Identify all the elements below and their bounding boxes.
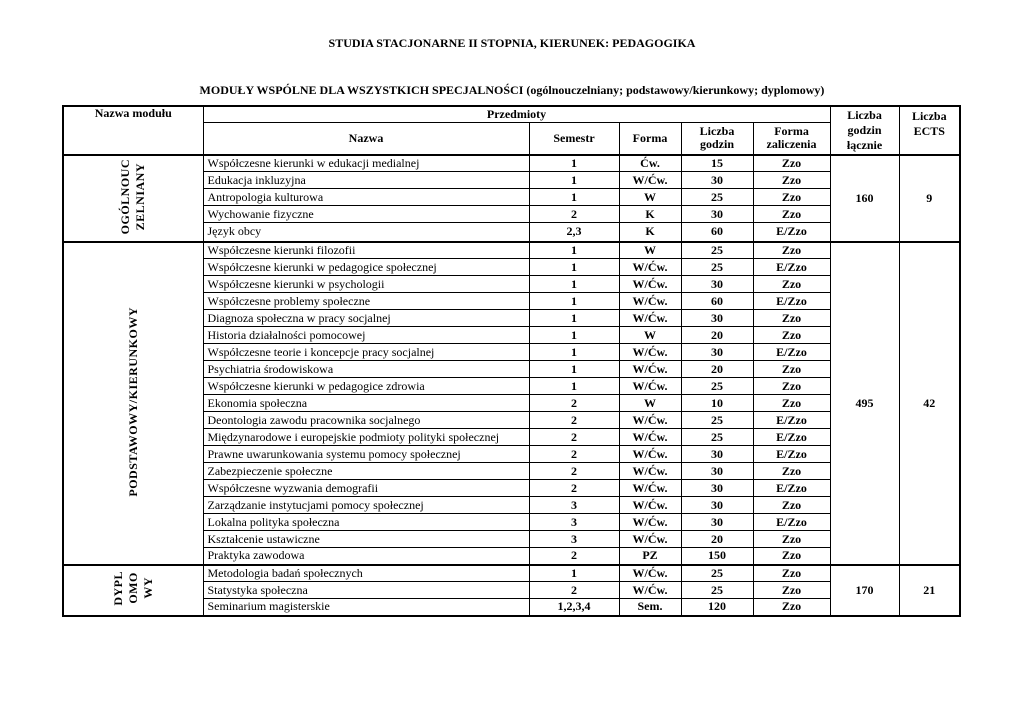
subject-name: Statystyka społeczna [203,582,529,599]
subject-credit-form: E/Zzo [753,344,830,361]
subject-form: W [619,395,681,412]
table-row [63,242,960,259]
subject-credit-form: Zzo [753,206,830,223]
module-total-hours: 495 [830,242,899,565]
subject-hours: 15 [681,155,753,172]
subject-semester: 1 [529,327,619,344]
subject-name: Prawne uwarunkowania systemu pomocy społecznej [203,446,529,463]
subject-semester: 2 [529,446,619,463]
table-row [63,155,960,172]
subject-name: Kształcenie ustawiczne [203,531,529,548]
subject-form: W/Ćw. [619,531,681,548]
subject-name: Współczesne kierunki w psychologii [203,276,529,293]
subject-credit-form: E/Zzo [753,259,830,276]
subject-form: Ćw. [619,155,681,172]
subject-name: Współczesne kierunki w pedagogice społecznej [203,259,529,276]
subject-credit-form: E/Zzo [753,446,830,463]
subject-form: W/Ćw. [619,293,681,310]
subject-credit-form: E/Zzo [753,429,830,446]
subject-form: W/Ćw. [619,259,681,276]
subject-hours: 30 [681,514,753,531]
subject-semester: 1 [529,344,619,361]
header-name: Nazwa [203,123,529,155]
subject-form: W/Ćw. [619,480,681,497]
module-label: DYPL OMO WY [110,571,155,606]
module-label: OGÓLNOUC ZELNIANY [118,158,148,235]
subject-hours: 120 [681,599,753,616]
subject-semester: 1 [529,361,619,378]
page-title: STUDIA STACJONARNE II STOPNIA, KIERUNEK: PEDAGOGIKA [328,36,696,50]
module-total-hours: 170 [830,565,899,616]
subject-credit-form: Zzo [753,242,830,259]
subject-name: Diagnoza społeczna w pracy socjalnej [203,310,529,327]
subject-semester: 1 [529,293,619,310]
subject-form: W [619,242,681,259]
subject-name: Zabezpieczenie społeczne [203,463,529,480]
subject-credit-form: Zzo [753,378,830,395]
header-total-hours: Liczba godzin łącznie [830,106,899,155]
module-label-cell [63,242,203,565]
subject-semester: 1,2,3,4 [529,599,619,616]
subject-name: Międzynarodowe i europejskie podmioty polityki społecznej [203,429,529,446]
subject-hours: 30 [681,480,753,497]
subject-name: Lokalna polityka społeczna [203,514,529,531]
subject-hours: 30 [681,276,753,293]
subject-name: Psychiatria środowiskowa [203,361,529,378]
subject-name: Praktyka zawodowa [203,548,529,565]
subject-hours: 30 [681,172,753,189]
subject-form: K [619,206,681,223]
subject-credit-form: Zzo [753,276,830,293]
subject-name: Edukacja inkluzyjna [203,172,529,189]
page-subtitle: MODUŁY WSPÓLNE DLA WSZYSTKICH SPECJALNOŚCI (ogólnouczelniany; podstawowy/kierunkowy; dyplomowy) [199,83,825,97]
subject-semester: 2 [529,548,619,565]
subject-semester: 3 [529,497,619,514]
subject-credit-form: Zzo [753,497,830,514]
subject-credit-form: Zzo [753,531,830,548]
subject-hours: 25 [681,429,753,446]
subject-hours: 10 [681,395,753,412]
subject-hours: 30 [681,206,753,223]
subject-semester: 2 [529,395,619,412]
subject-form: W/Ćw. [619,446,681,463]
subject-form: W/Ćw. [619,463,681,480]
subject-hours: 25 [681,378,753,395]
subject-credit-form: E/Zzo [753,480,830,497]
subject-semester: 3 [529,531,619,548]
subject-hours: 25 [681,565,753,582]
subject-name: Współczesne teorie i koncepcje pracy socjalnej [203,344,529,361]
subject-form: W/Ćw. [619,429,681,446]
subject-form: Sem. [619,599,681,616]
subject-name: Język obcy [203,223,529,242]
subject-hours: 20 [681,327,753,344]
header-semester: Semestr [529,123,619,155]
subject-name: Wychowanie fizyczne [203,206,529,223]
subject-name: Współczesne kierunki w edukacji medialnej [203,155,529,172]
subject-semester: 1 [529,242,619,259]
subject-hours: 20 [681,531,753,548]
subject-form: W/Ćw. [619,514,681,531]
subject-credit-form: E/Zzo [753,514,830,531]
subject-credit-form: Zzo [753,327,830,344]
subject-semester: 2 [529,412,619,429]
subject-credit-form: Zzo [753,395,830,412]
module-label-cell [63,155,203,242]
subject-form: W/Ćw. [619,412,681,429]
subject-name: Współczesne wyzwania demografii [203,480,529,497]
header-ects: Liczba ECTS [899,106,960,155]
header-module: Nazwa modułu [63,106,203,155]
subject-name: Współczesne problemy społeczne [203,293,529,310]
subject-name: Współczesne kierunki filozofii [203,242,529,259]
subject-semester: 1 [529,189,619,206]
subject-hours: 30 [681,344,753,361]
subject-form: W/Ćw. [619,582,681,599]
subject-hours: 30 [681,497,753,514]
subject-form: W/Ćw. [619,361,681,378]
subject-hours: 30 [681,463,753,480]
header-hours: Liczba godzin [681,123,753,155]
subject-credit-form: Zzo [753,463,830,480]
subject-form: W/Ćw. [619,172,681,189]
subject-credit-form: Zzo [753,155,830,172]
subject-semester: 1 [529,378,619,395]
module-ects: 42 [899,242,960,565]
subject-semester: 2 [529,582,619,599]
subject-name: Antropologia kulturowa [203,189,529,206]
subject-form: W/Ćw. [619,565,681,582]
subject-form: W/Ćw. [619,276,681,293]
subject-form: W [619,327,681,344]
subject-hours: 60 [681,293,753,310]
subject-credit-form: Zzo [753,582,830,599]
subject-semester: 1 [529,310,619,327]
subject-credit-form: Zzo [753,565,830,582]
subject-credit-form: Zzo [753,361,830,378]
subject-hours: 25 [681,582,753,599]
subject-semester: 2 [529,480,619,497]
subject-semester: 1 [529,276,619,293]
subject-credit-form: Zzo [753,172,830,189]
modules-table [62,105,961,617]
subject-semester: 1 [529,155,619,172]
subject-form: PZ [619,548,681,565]
subject-name: Metodologia badań społecznych [203,565,529,582]
subject-hours: 30 [681,310,753,327]
subject-hours: 20 [681,361,753,378]
module-label: PODSTAWOWY/KIERUNKOWY [125,306,140,497]
subject-credit-form: Zzo [753,189,830,206]
subject-form: W/Ćw. [619,310,681,327]
subject-credit-form: Zzo [753,310,830,327]
subject-form: W/Ćw. [619,344,681,361]
subject-hours: 25 [681,412,753,429]
subject-semester: 1 [529,259,619,276]
module-total-hours: 160 [830,155,899,242]
module-ects: 9 [899,155,960,242]
subject-semester: 3 [529,514,619,531]
subject-form: W/Ćw. [619,378,681,395]
subject-credit-form: Zzo [753,599,830,616]
subject-hours: 25 [681,259,753,276]
header-form: Forma [619,123,681,155]
subject-credit-form: E/Zzo [753,293,830,310]
subject-semester: 2 [529,463,619,480]
header-credit-form: Forma zaliczenia [753,123,830,155]
subject-hours: 150 [681,548,753,565]
subject-semester: 2,3 [529,223,619,242]
subject-name: Ekonomia społeczna [203,395,529,412]
subject-name: Deontologia zawodu pracownika socjalnego [203,412,529,429]
subject-form: K [619,223,681,242]
header-subjects: Przedmioty [203,106,830,123]
subject-credit-form: E/Zzo [753,223,830,242]
subject-hours: 25 [681,189,753,206]
subject-credit-form: Zzo [753,548,830,565]
subject-hours: 60 [681,223,753,242]
table-row [63,565,960,582]
subject-hours: 30 [681,446,753,463]
subject-name: Współczesne kierunki w pedagogice zdrowia [203,378,529,395]
subject-semester: 2 [529,206,619,223]
subject-form: W/Ćw. [619,497,681,514]
subject-name: Zarządzanie instytucjami pomocy społecznej [203,497,529,514]
subject-name: Historia działalności pomocowej [203,327,529,344]
subject-semester: 2 [529,429,619,446]
subject-credit-form: E/Zzo [753,412,830,429]
subject-semester: 1 [529,565,619,582]
module-ects: 21 [899,565,960,616]
subject-hours: 25 [681,242,753,259]
subject-name: Seminarium magisterskie [203,599,529,616]
subject-semester: 1 [529,172,619,189]
subject-form: W [619,189,681,206]
module-label-cell [63,565,203,616]
